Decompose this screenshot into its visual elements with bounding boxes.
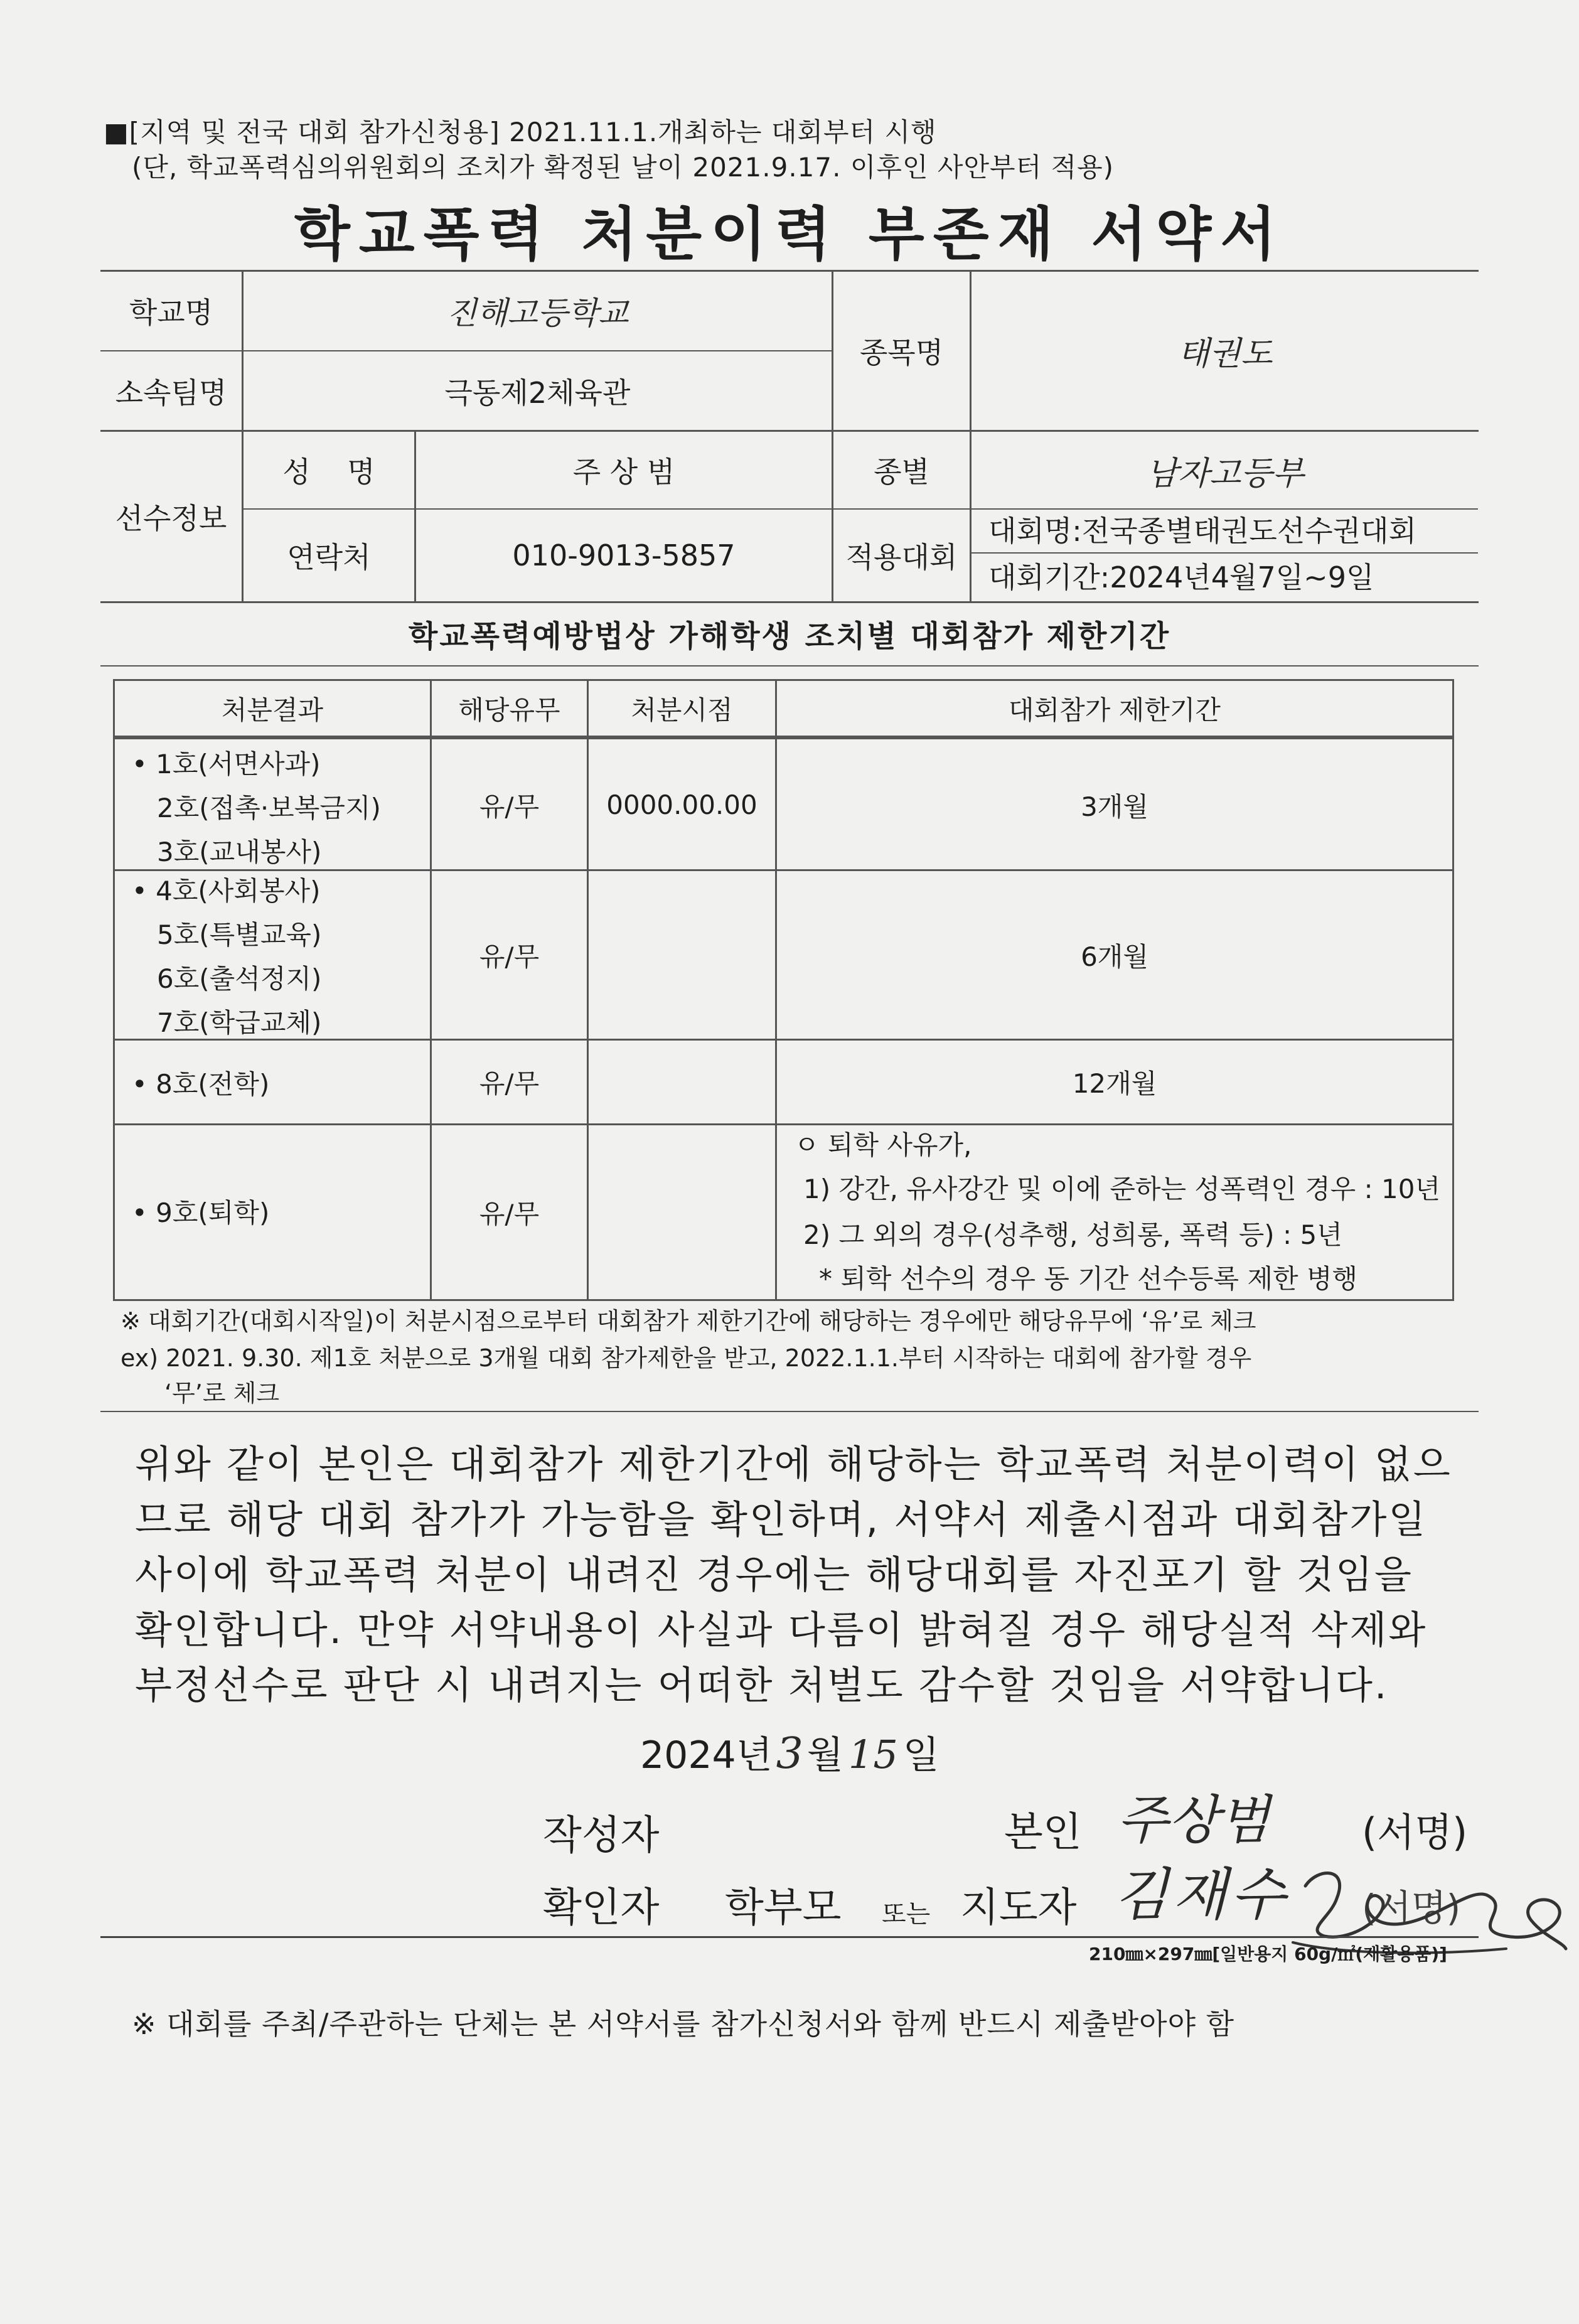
event-value: 태권도 bbox=[1177, 335, 1273, 373]
row3-line1: • 8호(전학) bbox=[132, 1069, 270, 1100]
row2-line2: 5호(특별교육) bbox=[157, 919, 322, 950]
restriction-note-2b: ‘무’로 체크 bbox=[164, 1379, 280, 1407]
document-title: 학교폭력 처분이력 부존재 서약서 bbox=[294, 201, 1285, 268]
row1-line3: 3호(교내봉사) bbox=[157, 837, 322, 867]
footer-note: ※ 대회를 주최/주관하는 단체는 본 서약서를 참가신청서와 함께 반드시 제출받아야 함 bbox=[132, 2007, 1235, 2041]
team-label: 소속팀명 bbox=[115, 375, 227, 410]
pledge-line-5: 부정선수로 판단 시 내려지는 어떠한 처벌도 감수할 것임을 서약합니다. bbox=[135, 1663, 1389, 1708]
row2-line1: • 4호(사회봉사) bbox=[132, 876, 321, 906]
paper-spec: 210㎜×297㎜[일반용지 60g/㎡(재활용품)] bbox=[1089, 1944, 1447, 1964]
confirm-label: 확인자 bbox=[543, 1885, 660, 1931]
row3-yn: 유/무 bbox=[479, 1068, 540, 1099]
date-year: 2024년 bbox=[640, 1733, 773, 1777]
contact-value: 010-9013-5857 bbox=[512, 538, 736, 572]
or-label: 또는 bbox=[882, 1900, 931, 1929]
row2-line4: 7호(학급교체) bbox=[157, 1007, 322, 1038]
row1-date: 0000.00.00 bbox=[606, 790, 757, 820]
row1-yn: 유/무 bbox=[479, 791, 540, 822]
pledge-date bbox=[640, 1726, 939, 1784]
parent-label: 학부모 bbox=[725, 1885, 842, 1931]
date-month: 3 bbox=[776, 1729, 803, 1779]
coach-label: 지도자 bbox=[960, 1885, 1077, 1931]
row1-line2: 2호(접촉·보복금지) bbox=[157, 793, 381, 823]
row3-date bbox=[589, 1041, 775, 1123]
notice-line-1: ■[지역 및 전국 대회 참가신청용] 2021.11.1.개최하는 대회부터 시행 bbox=[104, 117, 937, 147]
header-disposition-date: 처분시점 bbox=[631, 694, 733, 726]
school-label: 학교명 bbox=[129, 296, 213, 329]
coach-sign-label: (서명) bbox=[1362, 1887, 1461, 1929]
competition-label: 적용대회 bbox=[845, 540, 958, 574]
header-applicable: 해당유무 bbox=[458, 694, 560, 726]
date-month-unit: 월 bbox=[806, 1733, 843, 1777]
player-info-label: 선수정보 bbox=[115, 501, 227, 535]
restriction-note-1: ※ 대회기간(대회시작일)이 처분시점으로부터 대회참가 제한기간에 해당하는 경우에만 해당유무에 ‘유’로 체크 bbox=[120, 1307, 1256, 1335]
notice-line-2: (단, 학교폭력심의위원회의 조치가 확정된 날이 2021.9.17. 이후인 사안부터 적용) bbox=[132, 152, 1115, 183]
row4-yn: 유/무 bbox=[479, 1198, 540, 1229]
division-label: 종별 bbox=[874, 455, 929, 489]
header-disposition: 처분결과 bbox=[221, 694, 324, 726]
row1-line1: • 1호(서면사과) bbox=[132, 749, 321, 779]
coach-name-handwritten: 김재수 bbox=[1114, 1862, 1289, 1928]
row2-yn: 유/무 bbox=[479, 941, 540, 972]
writer-label: 작성자 bbox=[543, 1813, 660, 1859]
restriction-note-2: ex) 2021. 9.30. 제1호 처분으로 3개월 대회 참가제한을 받고, 2022.1.1.부터 시작하는 대회에 참가할 경우 bbox=[120, 1344, 1252, 1372]
header-restriction-period: 대회참가 제한기간 bbox=[1009, 694, 1221, 726]
row3-period: 12개월 bbox=[1072, 1068, 1157, 1099]
team-value: 극동제2체육관 bbox=[444, 375, 631, 410]
name-label: 성 명 bbox=[282, 455, 375, 489]
division-value: 남자고등부 bbox=[1146, 454, 1304, 493]
row2-line3: 6호(출석정지) bbox=[157, 963, 322, 994]
date-day: 15 bbox=[848, 1732, 898, 1777]
row4-period-line1: ㅇ 퇴학 사유가, bbox=[794, 1130, 972, 1160]
pledge-line-3: 사이에 학교폭력 처분이 내려진 경우에는 해당대회를 자진포기 할 것임을 bbox=[135, 1553, 1413, 1597]
row4-period-line4: * 퇴학 선수의 경우 동 기간 선수등록 제한 병행 bbox=[819, 1263, 1358, 1294]
competition-name: 대회명:전국종별태권도선수권대회 bbox=[988, 514, 1417, 548]
row4-period-line2: 1) 강간, 유사강간 및 이에 준하는 성폭력인 경우 : 10년 bbox=[803, 1174, 1441, 1204]
row4-period-line3: 2) 그 외의 경우(성추행, 성희롱, 폭력 등) : 5년 bbox=[803, 1219, 1342, 1250]
row2-date bbox=[589, 871, 775, 1039]
competition-period: 대회기간:2024년4월7일~9일 bbox=[988, 560, 1374, 594]
pledge-line-4: 확인합니다. 만약 서약내용이 사실과 다름이 밝혀질 경우 해당실적 삭제와 bbox=[135, 1608, 1428, 1652]
name-value: 주 상 범 bbox=[572, 455, 675, 489]
event-label: 종목명 bbox=[859, 335, 944, 370]
pledge-line-2: 므로 해당 대회 참가가 가능함을 확인하며, 서약서 제출시점과 대회참가일 bbox=[135, 1497, 1428, 1542]
self-name-handwritten: 주상범 bbox=[1117, 1789, 1270, 1851]
restriction-title: 학교폭력예방법상 가해학생 조치별 대회참가 제한기간 bbox=[408, 619, 1171, 654]
self-sign-label: (서명) bbox=[1362, 1809, 1468, 1855]
row4-date bbox=[589, 1125, 775, 1299]
row4-line1: • 9호(퇴학) bbox=[132, 1197, 270, 1228]
contact-label: 연락처 bbox=[287, 540, 371, 574]
row2-period: 6개월 bbox=[1081, 941, 1148, 972]
pledge-line-1: 위와 같이 본인은 대회참가 제한기간에 해당하는 학교폭력 처분이력이 없으 bbox=[135, 1442, 1452, 1487]
date-day-unit: 일 bbox=[902, 1733, 939, 1777]
school-value: 진해고등학교 bbox=[446, 295, 629, 331]
row1-period: 3개월 bbox=[1081, 791, 1148, 822]
self-label: 본인 bbox=[1004, 1809, 1082, 1856]
